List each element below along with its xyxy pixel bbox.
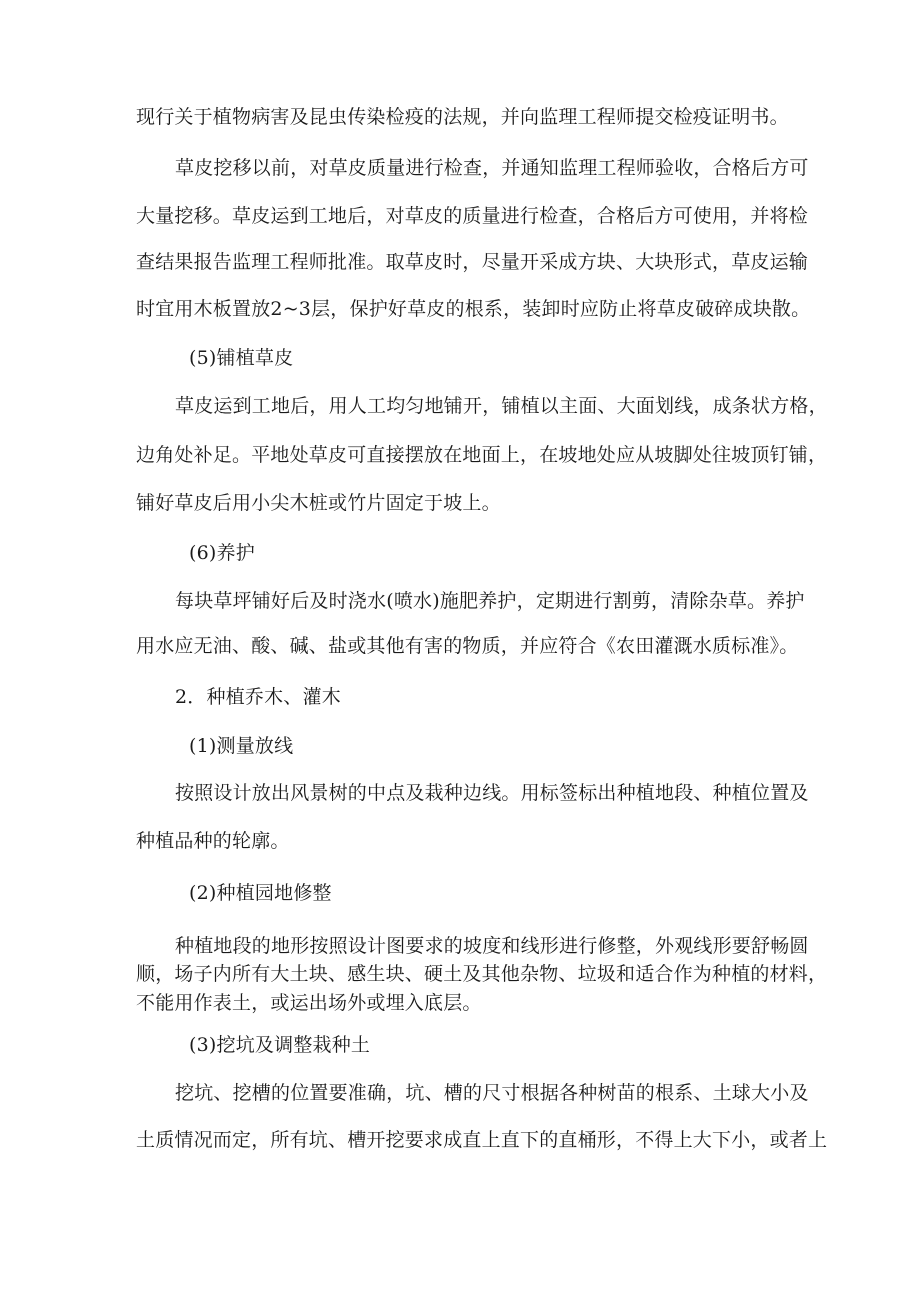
paragraph-line: 种植品种的轮廓。 bbox=[136, 830, 290, 852]
section-heading: (2)种植园地修整 bbox=[189, 882, 332, 904]
paragraph-line: 草皮运到工地后，用人工均匀地铺开，铺植以主面、大面划线，成条状方格， bbox=[175, 395, 828, 417]
paragraph-line: 大量挖移。草皮运到工地后，对草皮的质量进行检查，合格后方可使用，并将检 bbox=[136, 205, 809, 227]
paragraph-line: 铺好草皮后用小尖木桩或竹片固定于坡上。 bbox=[136, 492, 501, 514]
section-heading: (1)测量放线 bbox=[189, 735, 294, 757]
paragraph-line: 按照设计放出风景树的中点及栽种边线。用标签标出种植地段、种植位置及 bbox=[175, 782, 809, 804]
paragraph-line: 草皮挖移以前，对草皮质量进行检查，并通知监理工程师验收，合格后方可 bbox=[175, 157, 809, 179]
paragraph-line: 不能用作表土，或运出场外或埋入底层。 bbox=[136, 992, 482, 1014]
paragraph-line: 时宜用木板置放2~3层，保护好草皮的根系，装卸时应防止将草皮破碎成块散。 bbox=[136, 298, 811, 320]
section-heading: 2．种植乔木、灌木 bbox=[175, 686, 341, 708]
paragraph-line: 顺，场子内所有大土块、感生块、硬土及其他杂物、垃圾和适合作为种植的材料， bbox=[136, 963, 828, 985]
paragraph-line: 种植地段的地形按照设计图要求的坡度和线形进行修整，外观线形要舒畅圆 bbox=[175, 935, 809, 957]
paragraph-line: 每块草坪铺好后及时浇水(喷水)施肥养护，定期进行割剪，清除杂草。养护 bbox=[175, 590, 805, 612]
paragraph-line: 挖坑、挖槽的位置要准确，坑、槽的尺寸根据各种树苗的根系、土球大小及 bbox=[175, 1082, 809, 1104]
section-heading: (3)挖坑及调整栽种土 bbox=[189, 1034, 371, 1056]
paragraph-line: 土质情况而定，所有坑、槽开挖要求成直上直下的直桶形，不得上大下小，或者上 bbox=[136, 1129, 828, 1151]
paragraph-line: 现行关于植物病害及昆虫传染检疫的法规，并向监理工程师提交检疫证明书。 bbox=[136, 106, 789, 128]
paragraph-line: 查结果报告监理工程师批准。取草皮时，尽量开采成方块、大块形式，草皮运输 bbox=[136, 251, 809, 273]
section-heading: (5)铺植草皮 bbox=[189, 347, 294, 369]
paragraph-line: 用水应无油、酸、碱、盐或其他有害的物质，并应符合《农田灌溉水质标准》。 bbox=[136, 635, 799, 657]
section-heading: (6)养护 bbox=[189, 542, 255, 564]
paragraph-line: 边角处补足。平地处草皮可直接摆放在地面上，在坡地处应从坡脚处往坡顶钉铺， bbox=[136, 444, 828, 466]
